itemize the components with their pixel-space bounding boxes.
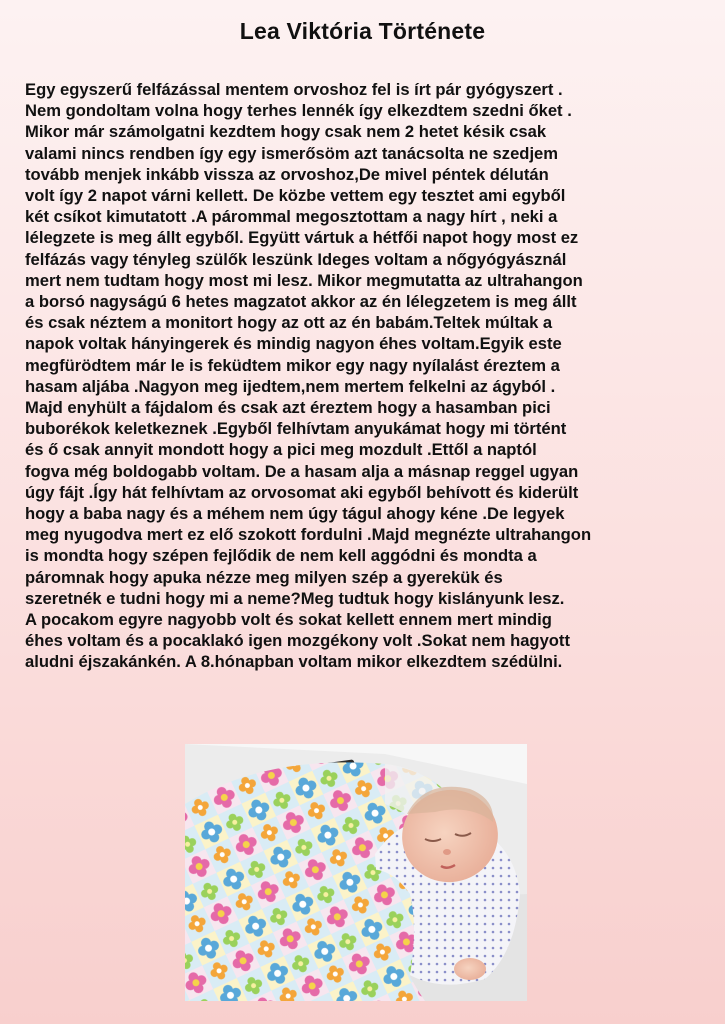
story-line: volt így 2 napot várni kellett. De közbe vettem egy tesztet ami egyből [25,186,566,206]
page-title: Lea Viktória Története [239,18,486,44]
story-line: Egy egyszerű felfázással mentem orvoshoz fel is írt pár gyógyszert . [25,80,563,99]
story-line: buborékok keletkeznek .Egyből felhívtam anyukámat hogy mi történt [25,419,567,439]
story-line: megfürödtem már le is feküdtem mikor egy nagy nyílalást éreztem a [25,355,560,375]
story-line: páromnak hogy apuka nézze meg milyen szép a gyerekük és [25,567,503,587]
story-line: két csíkot kimutatott .A párommal megosztottam a nagy hírt , neki a [25,207,558,227]
story-line: Mikor már számolgatni kezdtem hogy csak nem 2 hetet késik csak [25,122,547,142]
story-line: lélegzete is meg állt egyből. Együtt vártuk a hétfői napot hogy most ez [25,228,579,248]
story-line: éhes voltam és a pocaklakó igen mozgékony volt .Sokat nem hagyott [25,631,570,651]
story-line: meg nyugodva mert ez elő szokott fordulni .Majd megnézte ultrahangon [25,525,592,545]
story-line: úgy fájt .Így hát felhívtam az orvosomat aki egyből behívott és kiderült [25,482,579,502]
story-line: hogy a baba nagy és a méhem nem úgy tágul ahogy kéne .De legyek [25,504,565,524]
sleeping-newborn-image [185,744,527,1001]
story-line: napok voltak hányingerek és mindig nagyon éhes voltam.Egyik este [25,334,562,354]
story-line: A pocakom egyre nagyobb volt és sokat kellett ennem mert mindig [25,610,552,630]
story-line: tovább menjek inkább vissza az orvoshoz,De mivel péntek délután [25,164,549,184]
story-line: Majd enyhült a fájdalom és csak azt éreztem hogy a hasamban pici [25,398,551,418]
story-line: és ő csak annyit mondott hogy a pici meg mozdult .Ettől a naptól [25,440,537,460]
story-line: felfázás vagy tényleg szülők leszünk Ideges voltam a nőgyógyásznál [25,249,567,269]
story-line: szeretnék e tudni hogy mi a neme?Meg tudtuk hogy kislányunk lesz. [25,588,565,608]
baby-photo [185,744,527,1001]
story-line: valami nincs rendben így egy ismerősöm azt tanácsolta ne szedjem [25,143,559,163]
story-line: hasam aljába .Nagyon meg ijedtem,nem mertem felkelni az ágyból . [25,376,556,396]
story-line: Nem gondoltam volna hogy terhes lennék így elkezdtem szedni őket . [25,101,572,121]
story-line: is mondta hogy szépen fejlődik de nem kell aggódni és mondta a [25,546,537,566]
story-line: és csak néztem a monitort hogy az ott az én babám.Teltek múltak a [25,313,553,333]
story-line: aludni éjszakánkén. A 8.hónapban voltam mikor elkezdtem szédülni. [25,652,563,672]
story-line: mert nem tudtam hogy most mi lesz. Mikor megmutatta az ultrahangon [25,270,583,290]
story-line: a borsó nagyságú 6 hetes magzatot akkor az én lélegzetem is meg állt [25,292,577,312]
story-text [25,79,715,673]
story-line: fogva még boldogabb voltam. De a hasam alja a másnap reggel ugyan [25,461,579,481]
